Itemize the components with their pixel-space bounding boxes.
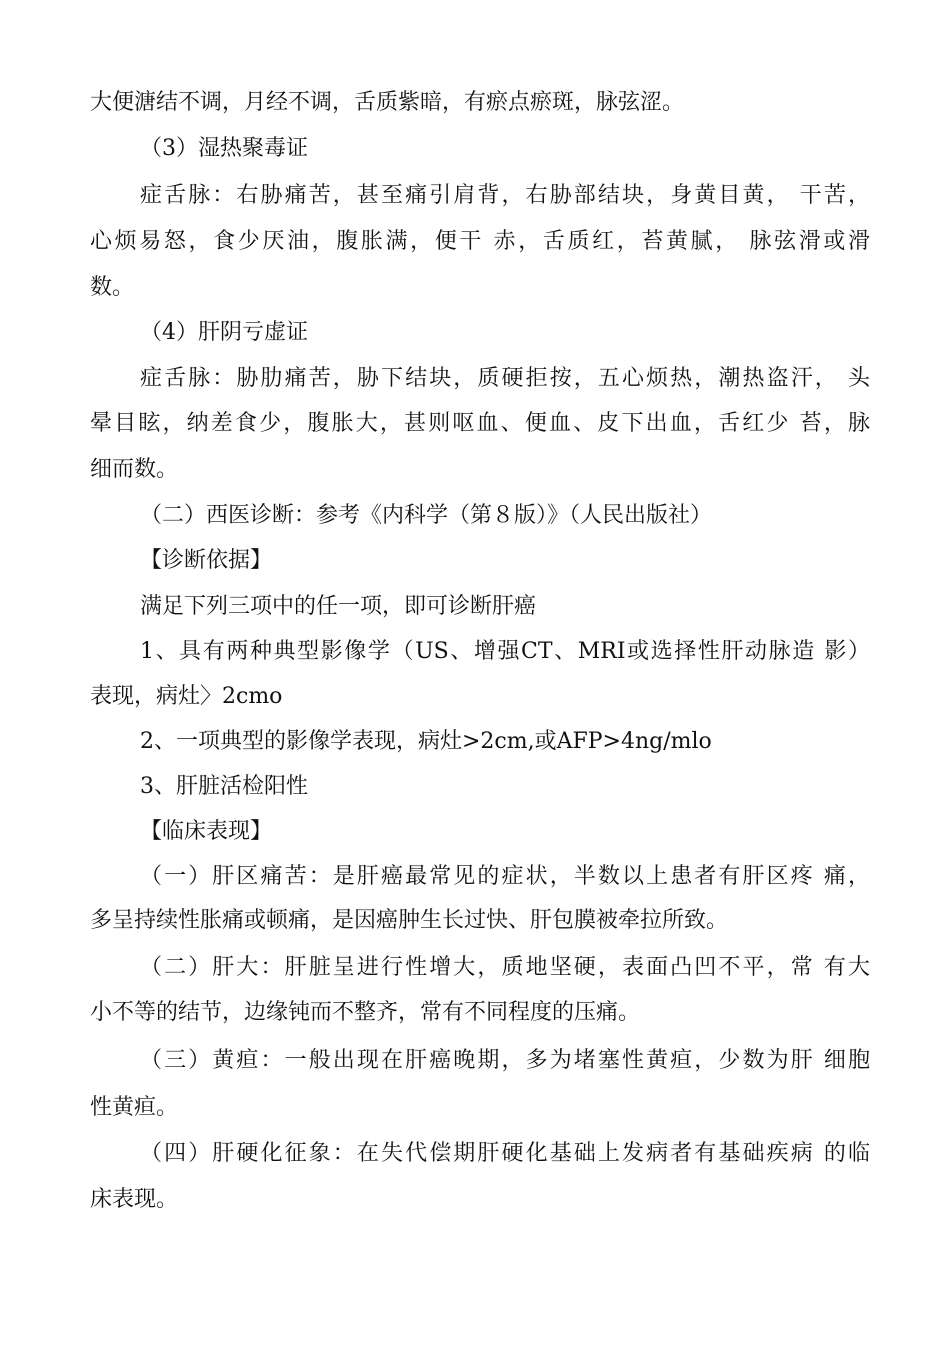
text-line: 小不等的结节，边缘钝而不整齐，常有不同程度的压痛。 [90, 1000, 641, 1025]
bracket-heading: 【临床表现】 [140, 819, 273, 844]
text-line: （一）肝区痛苦：是肝癌最常见的症状，半数以上患者有肝区疼 痛， [140, 864, 870, 889]
text-line: （三）黄疸：一般出现在肝癌晚期，多为堵塞性黄疸，少数为肝 细胞 [140, 1048, 870, 1073]
text-line: 症舌脉：胁肋痛苦，胁下结块，质硬拒按，五心烦热，潮热盗汗， 头 [140, 366, 870, 391]
text-line: 数。 [90, 275, 135, 300]
section-heading: （二）西医诊断：参考《内科学（第８版）》（人民出版社） [140, 503, 713, 528]
text-line: 症舌脉：右胁痛苦，甚至痛引肩背，右胁部结块，身黄目黄， 干苦， [140, 183, 870, 208]
text-line: 表现，病灶〉2cmo [90, 684, 283, 709]
text-line: （四）肝硬化征象：在失代偿期肝硬化基础上发病者有基础疾病 的临 [140, 1141, 870, 1166]
section-heading: （3）湿热聚毒证 [140, 136, 308, 161]
text-line: 心烦易怒，食少厌油，腹胀满，便干 赤，舌质红，苔黄腻， 脉弦滑或滑 [90, 229, 870, 254]
text-line: 满足下列三项中的任一项，即可诊断肝癌 [140, 594, 537, 619]
bracket-heading: 【诊断依据】 [140, 548, 273, 573]
text-line: 性黄疸。 [90, 1095, 179, 1120]
section-heading: （4）肝阴亏虚证 [140, 320, 308, 345]
list-item: 3、肝脏活检阳性 [140, 774, 308, 799]
list-item: 1、具有两种典型影像学（US、增强CT、MRI或选择性肝动脉造 影） [140, 639, 870, 664]
text-line: 床表现。 [90, 1187, 179, 1212]
text-line: （二）肝大：肝脏呈进行性增大，质地坚硬，表面凸凹不平，常 有大 [140, 955, 870, 980]
text-line: 多呈持续性胀痛或顿痛，是因癌肿生长过快、肝包膜被牵拉所致。 [90, 908, 729, 933]
list-item: 2、一项典型的影像学表现，病灶>2cm,或AFP>4ng/mlo [140, 729, 712, 754]
text-line: 细而数。 [90, 457, 179, 482]
text-line: 大便溏结不调，月经不调，舌质紫暗，有瘀点瘀斑，脉弦涩。 [90, 90, 685, 115]
text-line: 晕目眩，纳差食少，腹胀大，甚则呕血、便血、皮下出血，舌红少 苔，脉 [90, 411, 870, 436]
